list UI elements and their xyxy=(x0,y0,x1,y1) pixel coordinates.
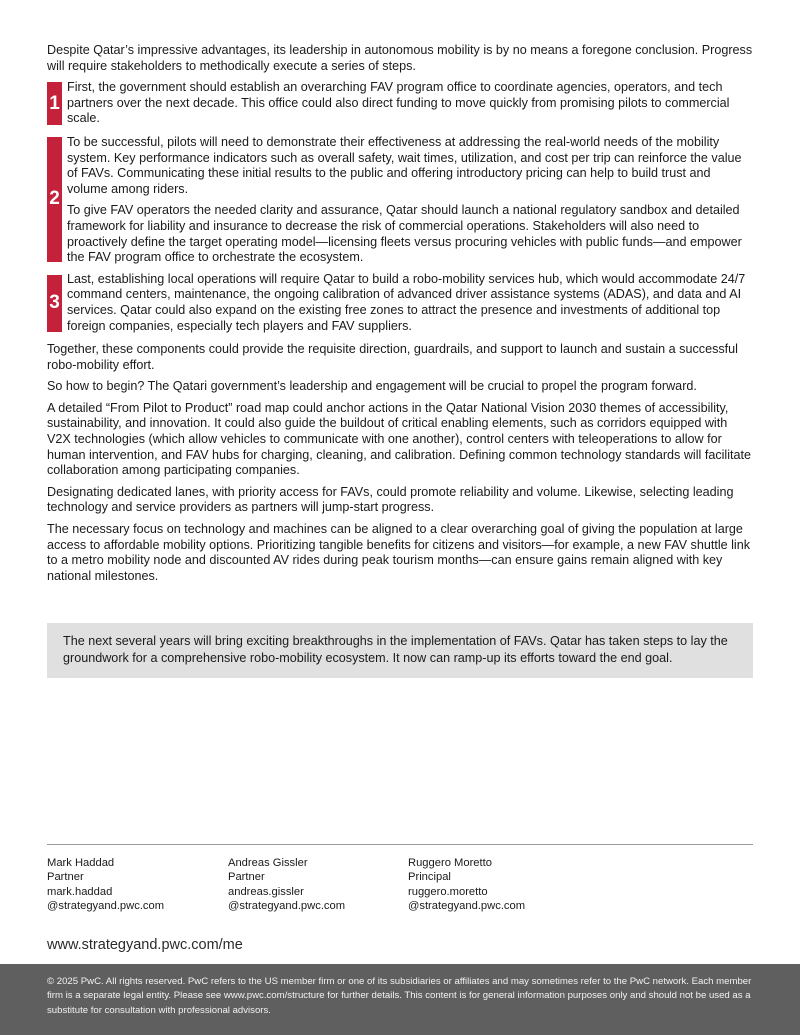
step-number-badge: 2 xyxy=(47,137,62,262)
step-2 xyxy=(47,135,753,266)
contact-name: Andreas Gissler xyxy=(228,857,308,869)
callout-box xyxy=(47,623,753,678)
website-link[interactable]: www.strategyand.pwc.com/me xyxy=(47,937,243,953)
contact-title: Partner xyxy=(47,871,84,884)
contact-email-user: mark.haddad xyxy=(47,885,113,898)
step-2-text-b: To give FAV operators the needed clarity and assurance, Qatar should launch a national regulatory sandbox and detailed framework for liability and insurance to decrease the risk of commercial operations. Stakeholders will also need to proactively define the target operating model—licensing fleets versus procuring vehicles with public funds—and empower the FAV program office to orchestrate the ecosystem. xyxy=(67,203,742,265)
legal-footer xyxy=(0,964,800,1035)
step-1-text: First, the government should establish an overarching FAV program office to coordinate agencies, operators, and tech partners over the next decade. This office could also direct funding to move quickly from promising pilots to commercial scale. xyxy=(67,80,730,126)
body-paragraph: So how to begin? The Qatari government’s leadership and engagement will be crucial to propel the program forward. xyxy=(47,379,697,394)
step-3 xyxy=(47,272,753,334)
body-paragraph: The necessary focus on technology and machines can be aligned to a clear overarching goal of giving the population at large access to affordable mobility options. Prioritizing tangible benefits for citizens and visitors—for example, a new FAV shuttle link to a metro mobility node and discounted AV rides during peak tourism months—can ensure gains remain aligned with key national milestones. xyxy=(47,522,751,583)
contact-email-domain: @strategyand.pwc.com xyxy=(228,900,346,913)
contact-card xyxy=(228,856,403,914)
contact-email-user: ruggero.moretto xyxy=(408,885,488,898)
section-divider xyxy=(47,844,753,845)
step-1 xyxy=(47,80,753,127)
callout-text: The next several years will bring exciting breakthroughs in the implementation of FAVs. Qatar has taken steps to lay the groundwork for a comprehensive robo-mobility ecosystem. It now can ramp-up its efforts toward the end goal. xyxy=(63,634,728,665)
article-body xyxy=(47,43,753,590)
intro-paragraph: Despite Qatar’s impressive advantages, its leadership in autonomous mobility is by no means a foregone conclusion. Progress will require stakeholders to methodically execute a series of steps. xyxy=(47,43,753,73)
contact-email-domain: @strategyand.pwc.com xyxy=(47,900,165,913)
contact-name: Ruggero Moretto xyxy=(408,857,492,869)
contact-title: Principal xyxy=(408,871,451,884)
contact-email-domain: @strategyand.pwc.com xyxy=(408,900,526,913)
contact-card xyxy=(47,856,222,914)
step-2-text-a: To be successful, pilots will need to demonstrate their effectiveness at addressing the real-world needs of the mobility system. Key performance indicators such as overall safety, wait times, utilization, and cost per trip can reinforce the value of FAVs. Communicating these initial results to the public and offering introductory pricing can help to build trust and volume among riders. xyxy=(67,134,742,196)
step-number-badge: 1 xyxy=(47,82,62,125)
contact-card xyxy=(408,856,583,914)
body-paragraph: A detailed “From Pilot to Product” road map could anchor actions in the Qatar National Vision 2030 themes of accessibility, sustainability, and innovation. It could also guide the buildout of critical enabling elements, such as corridors equipped with V2X technologies (which allow vehicles to communicate with one another), control centers with teleoperations to allow for human intervention, and FAV hubs for charging, cleaning, and calibration. Defining common technology standards will facilitate collaboration among participating companies. xyxy=(47,400,752,478)
body-paragraph: Designating dedicated lanes, with priority access for FAVs, could promote reliability and volume. Likewise, selecting leading technology and service providers as partners will jump-start progress. xyxy=(47,484,734,515)
contact-email-user: andreas.gissler xyxy=(228,885,304,898)
contact-name: Mark Haddad xyxy=(47,857,115,869)
contact-title: Partner xyxy=(228,871,265,884)
step-number-badge: 3 xyxy=(47,275,62,332)
body-paragraph: Together, these components could provide the requisite direction, guardrails, and support to launch and sustain a successful robo-mobility effort. xyxy=(47,342,738,372)
step-3-text: Last, establishing local operations will require Qatar to build a robo-mobility services hub, which would accommodate 24/7 command centers, maintenance, the ongoing calibration of advanced driver assistance systems (ADAS), and data and AI services. Qatar could also expand on the existing free zones to attract the presence and investments of additional top foreign companies, especially tech players and FAV suppliers. xyxy=(67,271,746,333)
legal-text: © 2025 PwC. All rights reserved. PwC refers to the US member firm or one of its subsidiaries or affiliates and may sometimes refer to the PwC network. Each member firm is a separate legal entity. Please see www.pwc.com/structure for further details. This content is for general information purposes only and should not be used as a substitute for consultation with professional advisors. xyxy=(47,976,752,1016)
